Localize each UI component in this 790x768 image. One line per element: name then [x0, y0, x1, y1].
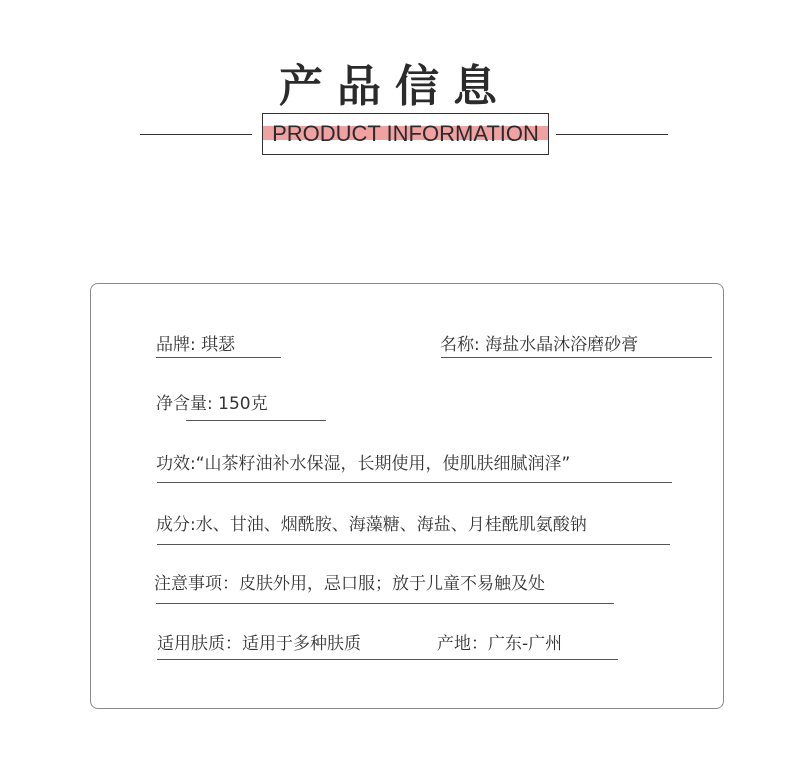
- skin-origin-underline: [157, 659, 618, 660]
- name-field: 名称: 海盐水晶沐浴磨砂膏: [440, 335, 639, 355]
- brand-field: 品牌: 琪瑟: [156, 335, 236, 355]
- effect-underline: [157, 482, 672, 483]
- net-content-field: 净含量: 150克: [156, 394, 268, 414]
- brand-underline: [156, 357, 281, 358]
- title-rule-right: [556, 134, 668, 135]
- effect-field: 功效:“山茶籽油补水保湿，长期使用，使肌肤细腻润泽”: [156, 454, 571, 474]
- net-content-underline: [186, 420, 326, 421]
- notice-field: 注意事项：皮肤外用，忌口服；放于儿童不易触及处: [154, 574, 545, 594]
- page-title: 产品信息: [279, 61, 511, 112]
- page-subtitle: PRODUCT INFORMATION: [272, 121, 539, 146]
- notice-underline: [156, 603, 614, 604]
- skin-type-field: 适用肤质：适用于多种肤质: [157, 634, 361, 654]
- name-underline: [441, 357, 712, 358]
- ingredients-field: 成分:水、甘油、烟酰胺、海藻糖、海盐、月桂酰肌氨酸钠: [156, 515, 587, 535]
- ingredients-underline: [157, 544, 670, 545]
- origin-field: 产地：广东-广州: [437, 634, 563, 654]
- title-rule-left: [140, 134, 252, 135]
